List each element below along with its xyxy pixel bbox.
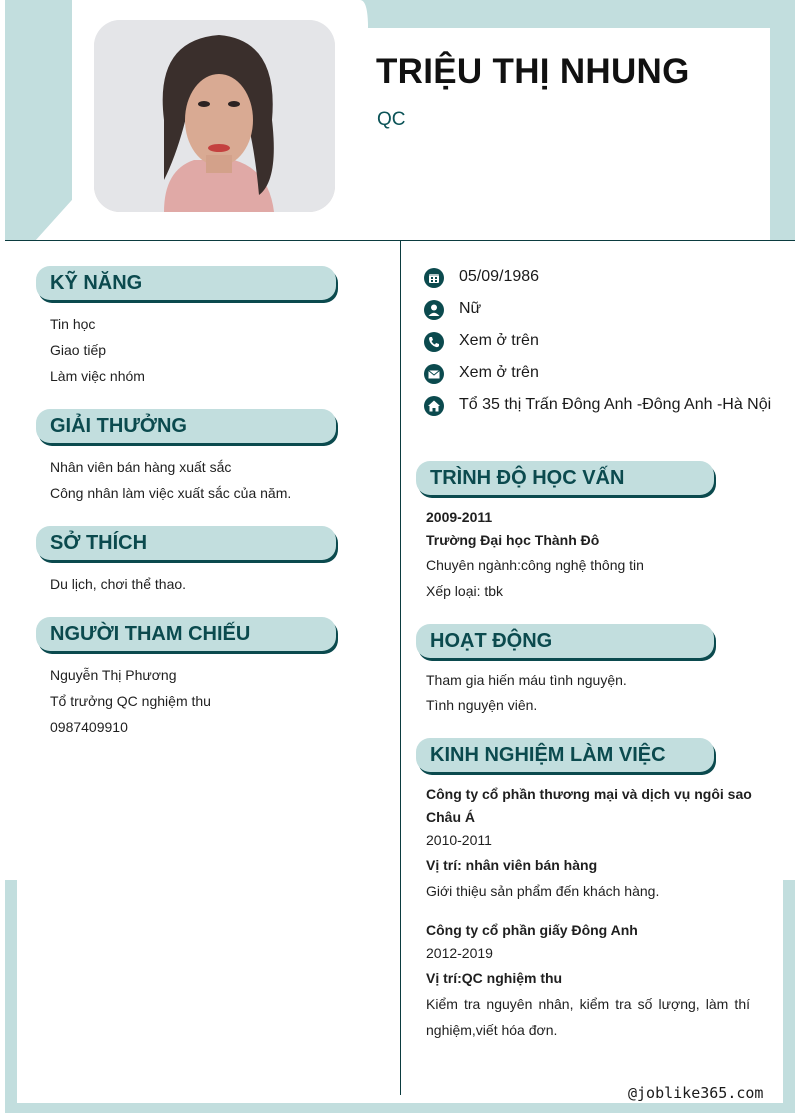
education-school: Trường Đại học Thành Đô bbox=[426, 532, 600, 548]
job-company: Công ty cổ phần giấy Đông Anh bbox=[426, 922, 638, 938]
job-period: 2010-2011 bbox=[426, 832, 492, 848]
section-title: KINH NGHIỆM LÀM VIỆC bbox=[430, 744, 666, 766]
job-description: Giới thiệu sản phẩm đến khách hàng. bbox=[426, 883, 660, 899]
section-title: GIẢI THƯỞNG bbox=[50, 415, 187, 437]
section-title: SỞ THÍCH bbox=[50, 532, 148, 554]
award-item: Nhân viên bán hàng xuất sắc bbox=[50, 459, 232, 475]
mail-icon bbox=[424, 364, 444, 384]
skill-item: Làm việc nhóm bbox=[50, 368, 145, 384]
section-title: NGƯỜI THAM CHIẾU bbox=[50, 623, 251, 645]
education-grade: Xếp loại: tbk bbox=[426, 583, 504, 599]
bottom-border bbox=[5, 1103, 795, 1113]
job-description-cont: nghiệm,viết hóa đơn. bbox=[426, 1022, 558, 1038]
calendar-icon bbox=[424, 268, 444, 288]
section-title: TRÌNH ĐỘ HỌC VẤN bbox=[430, 467, 625, 489]
person-icon bbox=[424, 300, 444, 320]
job-title: QC bbox=[377, 109, 406, 130]
section-title: KỸ NĂNG bbox=[50, 272, 143, 294]
award-item: Công nhân làm việc xuất sắc của năm. bbox=[50, 485, 292, 501]
info-text: Xem ở trên bbox=[459, 364, 539, 381]
section-title: HOẠT ĐỘNG bbox=[430, 630, 553, 652]
job-position: Vị trí: nhân viên bán hàng bbox=[426, 857, 598, 873]
job-period: 2012-2019 bbox=[426, 945, 493, 961]
education-period: 2009-2011 bbox=[426, 509, 493, 525]
left-border bbox=[5, 880, 17, 1105]
activity-item: Tham gia hiến máu tình nguyện. bbox=[426, 672, 627, 688]
reference-role: Tổ trưởng QC nghiệm thu bbox=[50, 693, 211, 709]
info-text: Xem ở trên bbox=[459, 332, 539, 349]
candidate-name: TRIỆU THỊ NHUNG bbox=[376, 52, 690, 91]
section-header-education bbox=[416, 461, 714, 495]
watermark: @joblike365.com bbox=[628, 1084, 764, 1102]
section-header-experience bbox=[416, 738, 714, 772]
activity-item: Tình nguyện viên. bbox=[426, 697, 538, 713]
hobby-item: Du lịch, chơi thể thao. bbox=[50, 576, 187, 592]
section-header-activities bbox=[416, 624, 714, 658]
info-text: 05/09/1986 bbox=[459, 268, 540, 285]
home-icon bbox=[424, 396, 444, 416]
reference-phone: 0987409910 bbox=[50, 719, 128, 735]
job-description: Kiểm tra nguyên nhân, kiểm tra số lượng, làm thí bbox=[426, 996, 750, 1012]
column-divider bbox=[400, 241, 401, 1095]
education-major: Chuyên ngành:công nghệ thông tin bbox=[426, 557, 644, 573]
right-border bbox=[783, 880, 795, 1105]
skill-item: Giao tiếp bbox=[50, 342, 107, 358]
profile-photo bbox=[94, 20, 335, 212]
info-text: Tổ 35 thị Trấn Đông Anh -Đông Anh -Hà Nội bbox=[459, 396, 772, 413]
job-company: Công ty cổ phần thương mại và dịch vụ ngôi sao bbox=[426, 786, 752, 802]
job-position: Vị trí:QC nghiệm thu bbox=[426, 970, 563, 986]
section-header-hobbies bbox=[36, 526, 336, 560]
job-company-cont: Châu Á bbox=[426, 809, 475, 825]
section-header-references bbox=[36, 617, 336, 651]
skill-item: Tin học bbox=[50, 316, 96, 332]
section-header-awards bbox=[36, 409, 336, 443]
reference-name: Nguyễn Thị Phương bbox=[50, 667, 177, 683]
phone-icon bbox=[424, 332, 444, 352]
info-text: Nữ bbox=[459, 300, 482, 317]
section-header-skills bbox=[36, 266, 336, 300]
